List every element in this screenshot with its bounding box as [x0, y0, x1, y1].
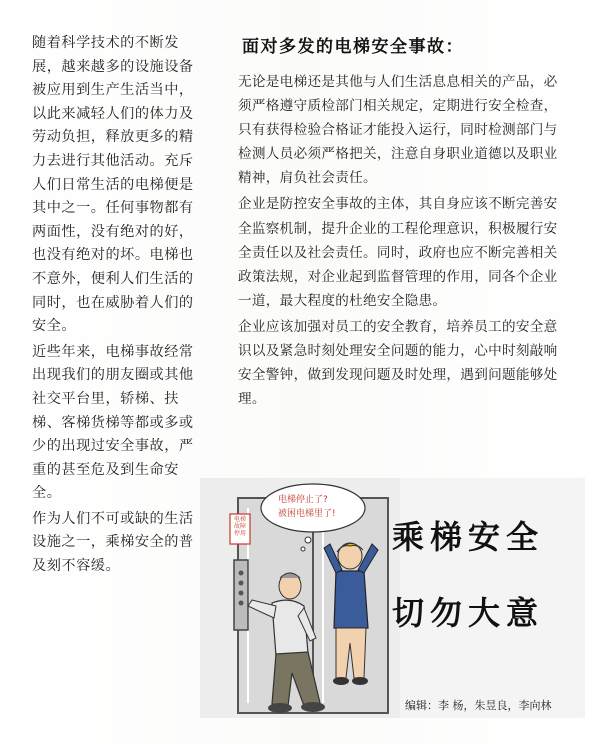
- bubble-line-2: 被困电梯里了!: [278, 509, 336, 519]
- left-column: [32, 32, 202, 581]
- slogan-line-1: 乘梯安全: [392, 518, 545, 556]
- left-paragraph-2: 近些年来，电梯事故经常出现我们的朋友圈或其他社交平台里，轿梯、扶梯、客梯货梯等都或多或少的出现过安全事故，严重的甚至危及到生命安全。: [32, 343, 194, 502]
- warning-sign-text: 电梯 故障 停用: [233, 516, 246, 537]
- left-paragraph-1: 随着科学技术的不断发展，越来越多的设施设备被应用到生产生活当中，以此来减轻人们的体力及劳动负担，释放更多的精力去进行其他活动。充斥人们日常生活的电梯便是其中之一。任何事物都有两面性，没有绝对的好，也没有绝对的坏。电梯也不意外，便利人们生活的同时，也在威胁着人们的安全。: [32, 35, 194, 335]
- right-paragraph-2: 企业是防控安全事故的主体，其自身应该不断完善安全监察机制，提升企业的工程伦理意识，积极履行安全责任以及社会责任。同时，政府也应不断完善相关政策法规，对企业起到监督管理的作用，同各个企业一道，最大程度的杜绝安全隐患。: [238, 196, 558, 309]
- editor-credit: 编辑：李 杨，朱昱良，李向林: [405, 699, 552, 712]
- slogan-line-2: 切勿大意: [392, 594, 545, 632]
- bubble-line-1: 电梯停止了?: [278, 495, 328, 505]
- right-column: [238, 70, 568, 413]
- right-paragraph-3: 企业应该加强对员工的安全教育，培养员工的安全意识以及紧急时刻处理安全问题的能力，心中时刻敲响安全警钟，做到发现问题及时处理，遇到问题能够处理。: [238, 318, 558, 408]
- right-paragraph-1: 无论是电梯还是其他与人们生活息息相关的产品，必须严格遵守质检部门相关规定，定期进行安全检查，只有获得检验合格证才能投入运行，同时检测部门与检测人员必须严格把关，注意自身职业道德以及职业精神，肩负社会责任。: [238, 74, 558, 187]
- article-title: 面对多发的电梯安全事故：: [242, 37, 464, 57]
- left-paragraph-3: 作为人们不可或缺的生活设施之一，乘梯安全的普及刻不容缓。: [32, 510, 194, 575]
